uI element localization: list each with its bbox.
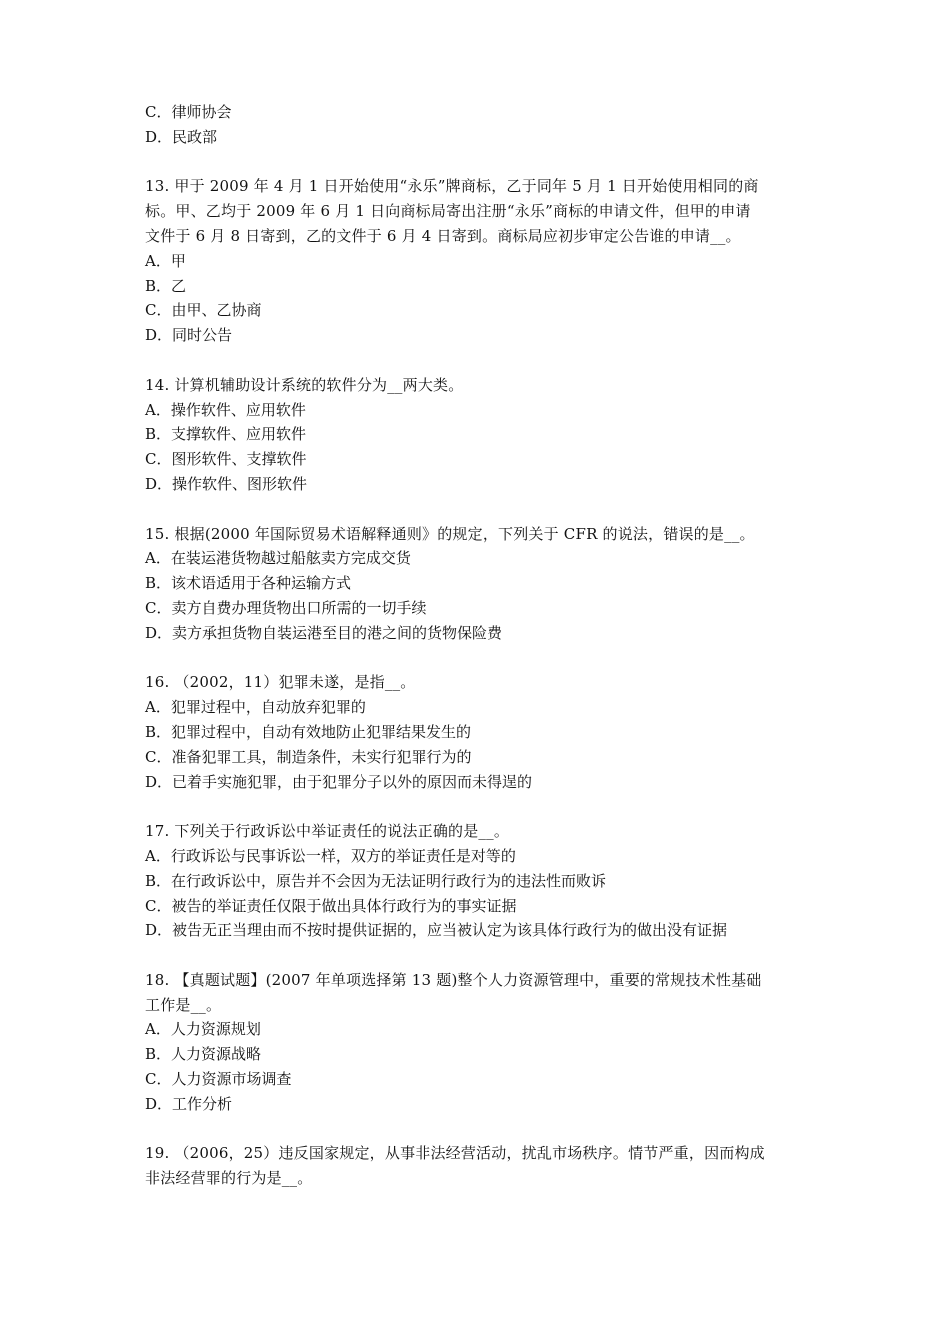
question-17 xyxy=(145,819,817,943)
question-12-options xyxy=(145,100,817,150)
option-b: B．人力资源战略 xyxy=(145,1045,262,1064)
question-16 xyxy=(145,670,817,794)
question-text-line: 文件于 6 月 8 日寄到，乙的文件于 6 月 4 日寄到。商标局应初步审定公告谁的申请__。 xyxy=(145,226,741,245)
option-d: D．卖方承担货物自装运港至目的港之间的货物保险费 xyxy=(145,623,503,642)
question-text-line: 工作是__。 xyxy=(145,995,222,1014)
question-13 xyxy=(145,174,817,348)
option-c: C．卖方自费办理货物出口所需的一切手续 xyxy=(145,598,427,617)
question-text-line: 14. 计算机辅助设计系统的软件分为__两大类。 xyxy=(145,375,464,394)
question-text-line: 16. （2002，11）犯罪未遂，是指__。 xyxy=(145,673,416,692)
question-text-line: 19. （2006，25）违反国家规定，从事非法经营活动，扰乱市场秩序。情节严重，因而构成 xyxy=(145,1144,765,1163)
option-b: B．该术语适用于各种运输方式 xyxy=(145,574,352,593)
option-c: C．被告的举证责任仅限于做出具体行政行为的事实证据 xyxy=(145,896,517,915)
question-18 xyxy=(145,968,817,1117)
option-d: D．操作软件、图形软件 xyxy=(145,474,308,493)
option-a: A．行政诉讼与民事诉讼一样，双方的举证责任是对等的 xyxy=(145,846,516,865)
option-a: A．操作软件、应用软件 xyxy=(145,400,306,419)
question-text-line: 18. 【真题试题】(2007 年单项选择第 13 题)整个人力资源管理中，重要的常规技术性基础 xyxy=(145,970,762,989)
question-14 xyxy=(145,373,817,497)
option-c: C．律师协会 xyxy=(145,103,232,121)
option-d: D．同时公告 xyxy=(145,326,233,345)
option-a: A．犯罪过程中，自动放弃犯罪的 xyxy=(145,698,366,717)
option-c: C．人力资源市场调查 xyxy=(145,1070,292,1089)
option-b: B．犯罪过程中，自动有效地防止犯罪结果发生的 xyxy=(145,722,472,741)
option-d: D．民政部 xyxy=(145,127,218,146)
question-19 xyxy=(145,1141,817,1191)
option-d: D．被告无正当理由而不按时提供证据的，应当被认定为该具体行政行为的做出没有证据 xyxy=(145,921,728,940)
option-a: A．人力资源规划 xyxy=(145,1020,261,1039)
question-text-line: 17. 下列关于行政诉讼中举证责任的说法正确的是__。 xyxy=(145,822,510,841)
option-b: B．支撑软件、应用软件 xyxy=(145,425,307,444)
option-b: B．在行政诉讼中，原告并不会因为无法证明行政行为的违法性而败诉 xyxy=(145,871,607,890)
option-d: D．已着手实施犯罪，由于犯罪分子以外的原因而未得逞的 xyxy=(145,772,533,791)
option-a: A．在装运港货物越过船舷卖方完成交货 xyxy=(145,549,411,568)
option-c: C．由甲、乙协商 xyxy=(145,301,262,320)
option-c: C．准备犯罪工具，制造条件，未实行犯罪行为的 xyxy=(145,747,472,766)
document-page xyxy=(145,100,817,1216)
question-text-line: 标。甲、乙均于 2009 年 6 月 1 日向商标局寄出注册“永乐”商标的申请文件，但甲的申请 xyxy=(145,202,751,221)
option-a: A．甲 xyxy=(145,251,186,270)
question-text-line: 13. 甲于 2009 年 4 月 1 日开始使用“永乐”牌商标，乙于同年 5 月 1 日开始使用相同的商 xyxy=(145,177,759,196)
option-c: C．图形软件、支撑软件 xyxy=(145,450,307,469)
question-15 xyxy=(145,522,817,646)
question-text-line: 非法经营罪的行为是__。 xyxy=(145,1169,313,1188)
question-text-line: 15. 根据(2000 年国际贸易术语解释通则》的规定，下列关于 CFR 的说法，错误的是__。 xyxy=(145,524,755,543)
option-b: B．乙 xyxy=(145,276,187,295)
option-d: D．工作分析 xyxy=(145,1094,233,1113)
